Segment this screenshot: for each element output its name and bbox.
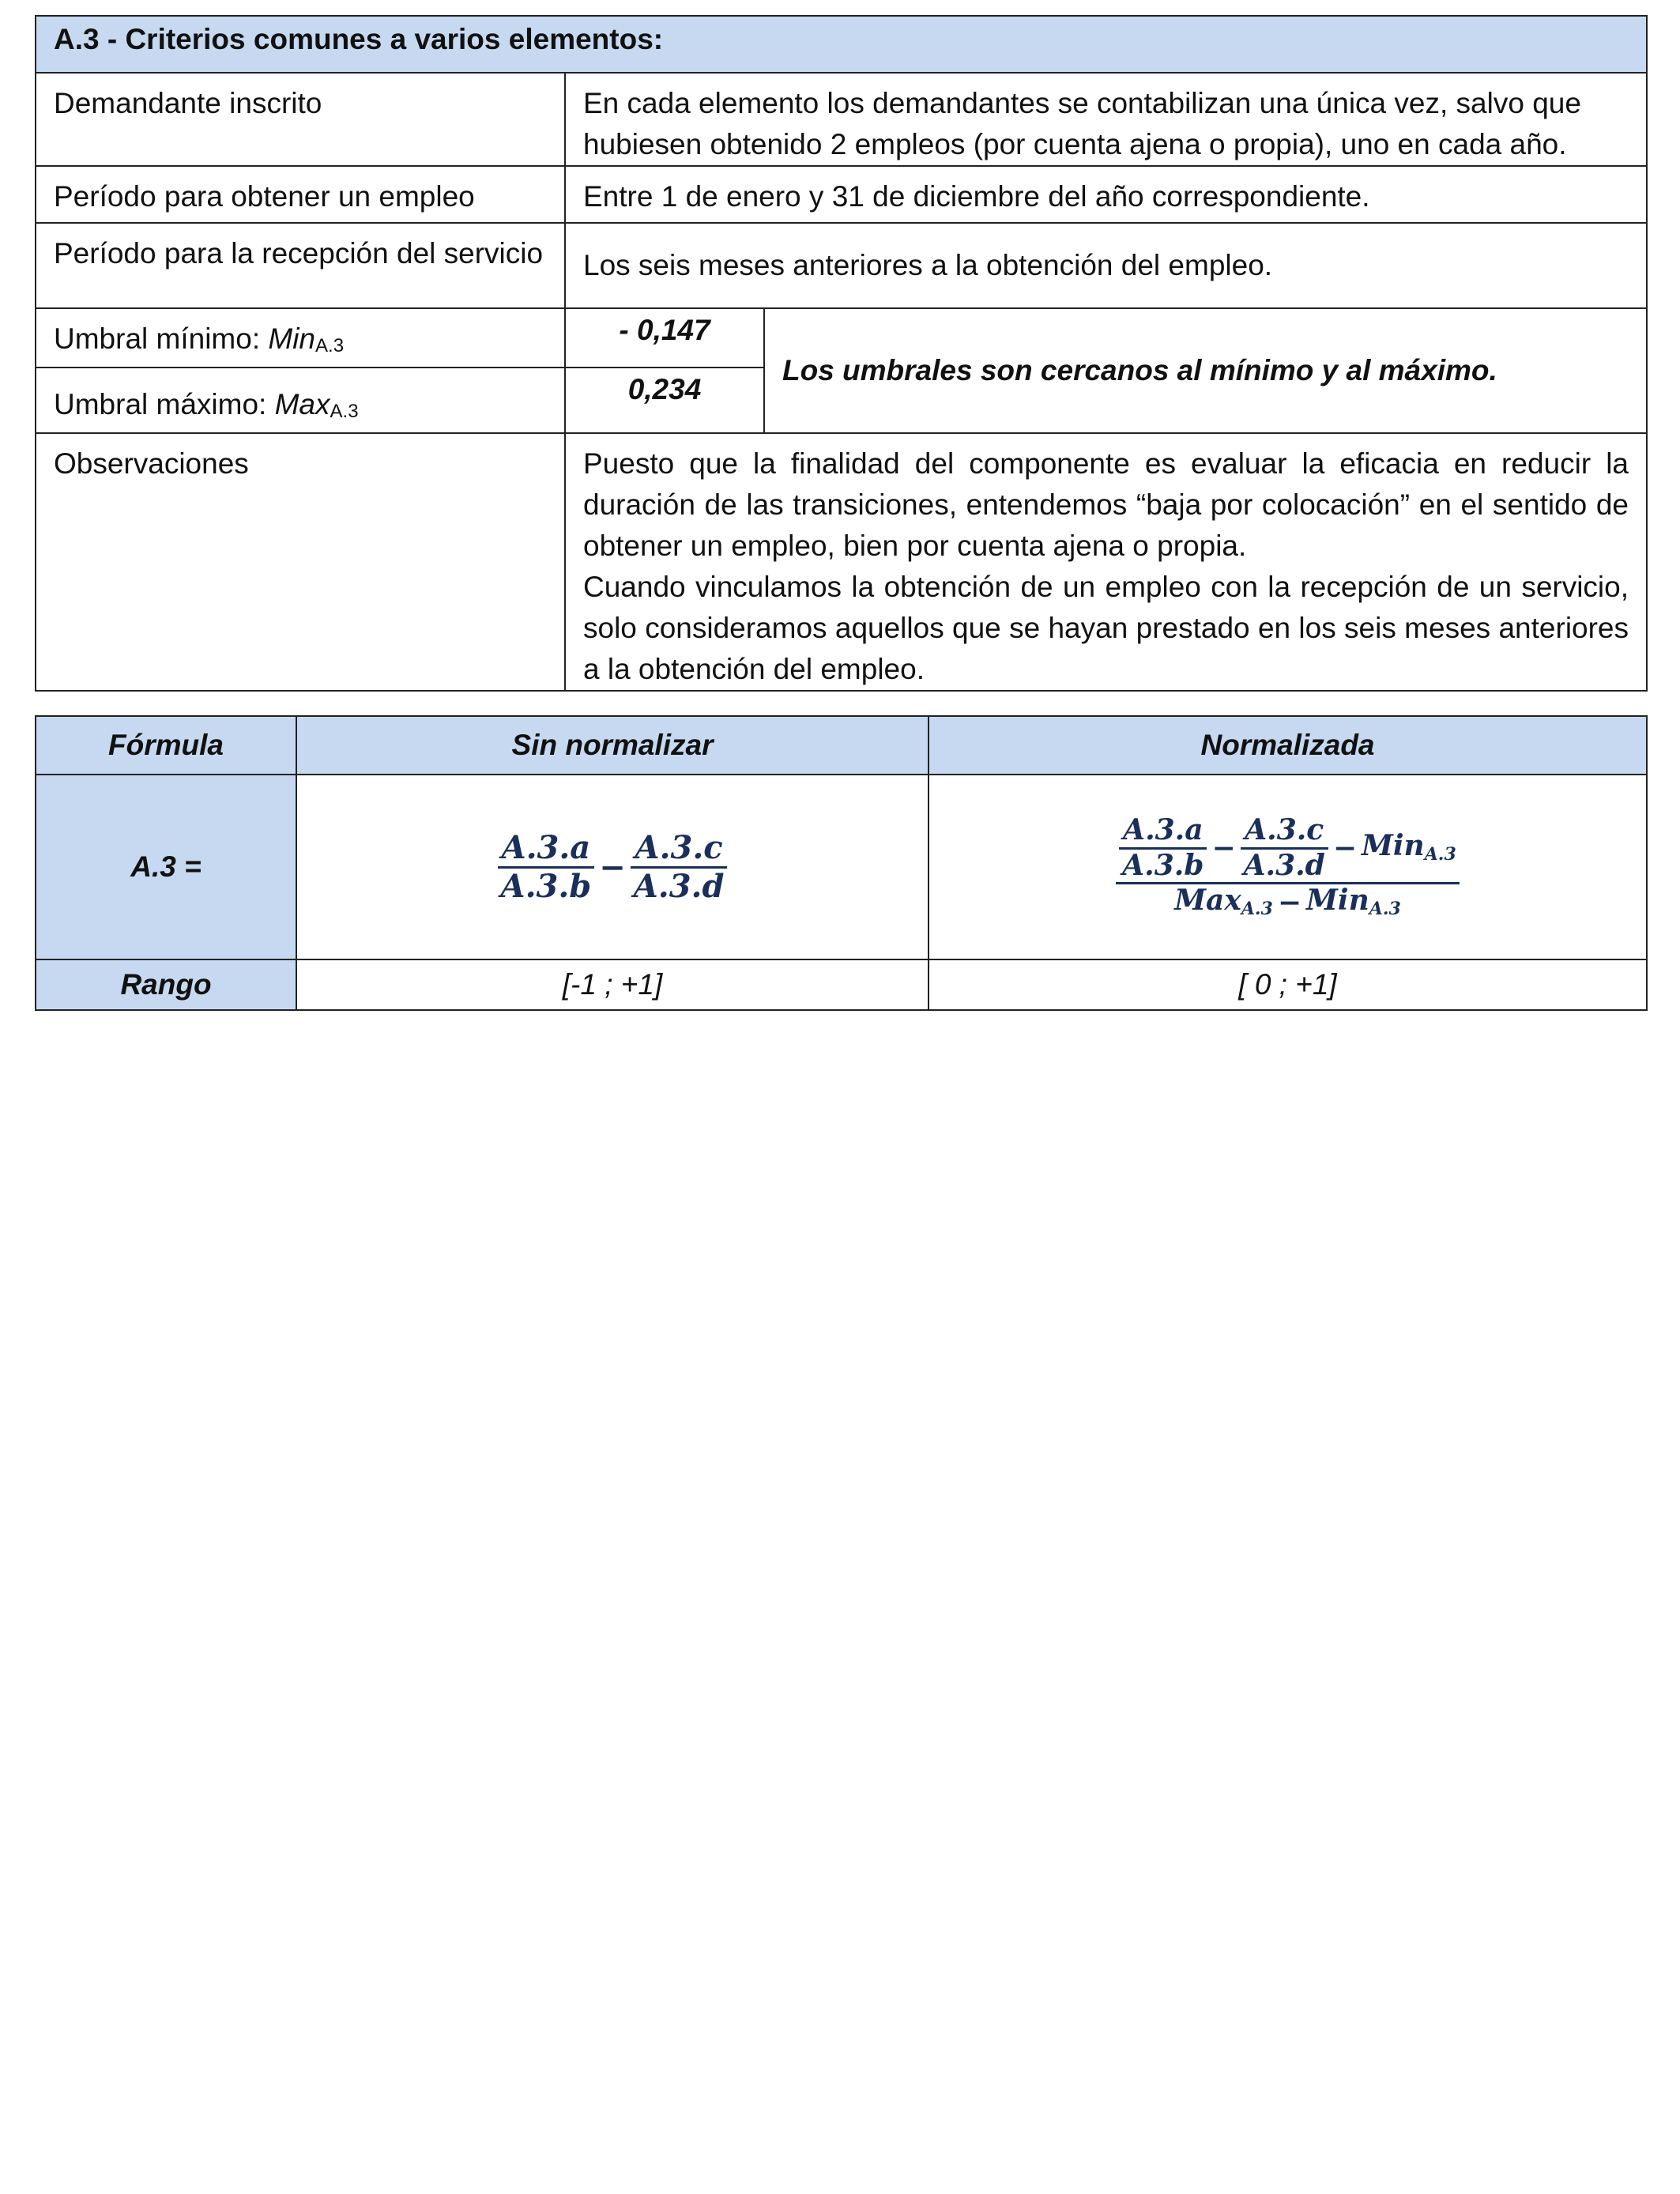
row-label-demandante: Demandante inscrito: [36, 73, 565, 166]
fraction-c-d: [631, 830, 728, 905]
denominator-d: A.3.d: [1243, 848, 1325, 882]
header-sin-normalizar: Sin normalizar: [296, 716, 929, 775]
row-value-periodo-servicio: Los seis meses anteriores a la obtención del empleo.: [565, 223, 1647, 308]
max-term: Max: [1174, 884, 1241, 918]
denominator-b: A.3.b: [500, 867, 592, 905]
umbral-maximo-value: 0,234: [565, 368, 764, 433]
header-normalizada: Normalizada: [929, 716, 1647, 775]
numerator-a: A.3.a: [1123, 813, 1203, 847]
formula-raw-cell: [296, 775, 929, 959]
range-raw: [-1 ; +1]: [296, 959, 929, 1010]
normalized-numerator: [1116, 814, 1460, 882]
min-subscript: A.3: [1369, 899, 1401, 920]
umbral-maximo-text: Umbral máximo:: [54, 388, 275, 420]
range-normalized: [ 0 ; +1]: [929, 959, 1647, 1010]
minus-sign: −: [1332, 831, 1358, 865]
formula-table: [35, 715, 1648, 1011]
minus-sign: −: [599, 848, 626, 886]
min-term: Min: [1306, 884, 1369, 918]
denominator-d: A.3.d: [633, 867, 725, 905]
minus-sign: −: [1277, 885, 1302, 919]
min-subscript: A.3: [1424, 844, 1456, 865]
threshold-note: Los umbrales son cercanos al mínimo y al máximo.: [764, 308, 1647, 433]
numerator-c: A.3.c: [635, 828, 723, 866]
denominator-b: A.3.b: [1122, 848, 1204, 882]
formula-normalized: [1116, 814, 1460, 919]
umbral-minimo-value: - 0,147: [565, 308, 764, 368]
row-value-periodo-empleo: Entre 1 de enero y 31 de diciembre del año correspondiente.: [565, 166, 1647, 223]
row-value-observaciones: [565, 433, 1647, 691]
minus-sign: −: [1211, 831, 1236, 865]
numerator-a: A.3.a: [501, 828, 591, 866]
normalized-denominator: [1171, 884, 1404, 919]
row-label-umbral-maximo: [36, 368, 565, 433]
max-variable: Max: [274, 388, 330, 420]
row-label-periodo-servicio: Período para la recepción del servicio: [36, 223, 565, 308]
formula-raw: [498, 828, 728, 905]
max-subscript: A.3: [330, 401, 359, 422]
min-subscript: A.3: [315, 335, 345, 356]
formula-row-label: A.3 =: [36, 775, 296, 959]
fraction-c-d: [1241, 814, 1328, 882]
umbral-minimo-text: Umbral mínimo:: [54, 322, 269, 355]
numerator-c: A.3.c: [1245, 813, 1324, 847]
criteria-title: A.3 - Criterios comunes a varios elementos:: [36, 16, 1647, 73]
row-value-demandante: En cada elemento los demandantes se contabilizan una única vez, salvo que hubiesen obtenido 2 empleos (por cuenta ajena o propia), uno en cada año.: [565, 73, 1647, 166]
row-label-observaciones: Observaciones: [36, 433, 565, 691]
row-label-periodo-empleo: Período para obtener un empleo: [36, 166, 565, 223]
criteria-table: [35, 15, 1648, 692]
observaciones-paragraph-2: Cuando vinculamos la obtención de un empleo con la recepción de un servicio, solo consideramos aquellos que se hayan prestado en los seis meses anteriores a la obtención del empleo.: [583, 571, 1629, 685]
fraction-a-b: [1119, 814, 1207, 882]
min-term: Min: [1362, 829, 1425, 863]
row-label-umbral-minimo: [36, 308, 565, 368]
min-variable: Min: [268, 322, 316, 355]
fraction-a-b: [498, 830, 595, 905]
max-subscript: A.3: [1241, 899, 1273, 920]
range-label: Rango: [36, 959, 296, 1010]
header-formula: Fórmula: [36, 716, 296, 775]
formula-normalized-cell: [929, 775, 1647, 959]
observaciones-paragraph-1: Puesto que la finalidad del componente es evaluar la eficacia en reducir la duración de las transiciones, entendemos “baja por colocación” en el sentido de obtener un empleo, bien por cuenta ajena o propia.: [583, 447, 1629, 562]
